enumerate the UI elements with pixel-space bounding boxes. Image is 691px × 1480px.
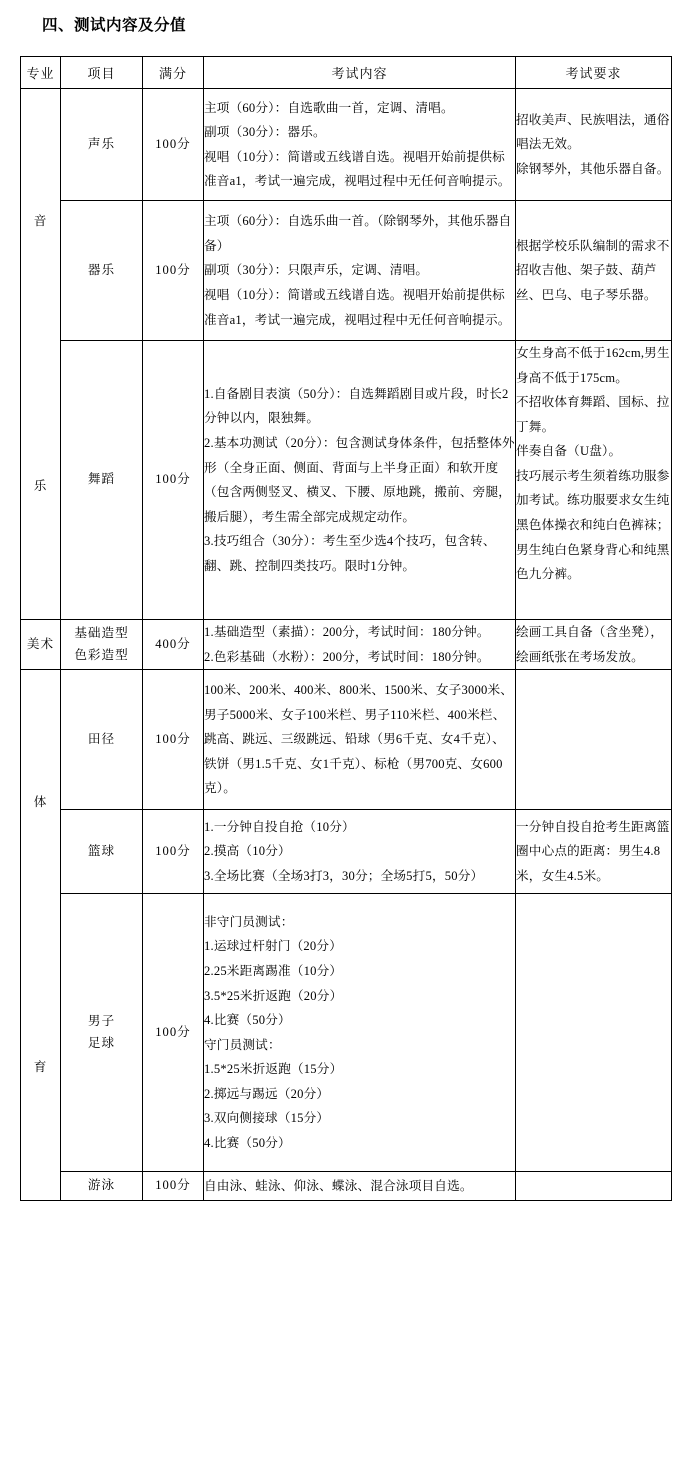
content-line: 视唱（10分）：简谱或五线谱自选。视唱开始前提供标准音a1，考试一遍完成，视唱过程中无任何音响提示。	[204, 287, 511, 327]
content-cell-track-and-field	[204, 670, 516, 810]
content-line: 4.比赛（50分）	[204, 1135, 291, 1150]
content-line: 4.比赛（50分）	[204, 1013, 291, 1028]
major-char-1: 音	[33, 213, 48, 228]
content-line: 2.25米距离踢准（10分）	[204, 963, 343, 978]
header-score: 满分	[143, 57, 204, 89]
requirement-line: 招收美声、民族唱法，通俗唱法无效。	[516, 112, 670, 152]
score-cell-dance: 100分	[143, 341, 204, 620]
content-line: 主项（60分）：自选歌曲一首，定调、清唱。	[204, 100, 454, 115]
content-line: 1.自备剧目表演（50分）：自选舞蹈剧目或片段，时长2分钟以内，限独舞。	[204, 386, 509, 426]
score-cell-mens-football: 100分	[143, 894, 204, 1172]
requirement-line: 伴奏自备（U盘）。	[516, 444, 622, 459]
requirement-cell-swimming	[516, 1172, 672, 1201]
item-cell-dance: 舞蹈	[61, 341, 143, 620]
exam-content-table	[20, 56, 672, 1201]
requirement-line: 一分钟自投自抢考生距离篮圈中心点的距离：男生4.8米，女生4.5米。	[516, 819, 670, 883]
table-row	[21, 201, 672, 341]
requirement-cell-mens-football	[516, 894, 672, 1172]
requirement-line: 不招收体育舞蹈、国标、拉丁舞。	[516, 395, 670, 434]
requirement-cell-dance	[516, 341, 672, 620]
table-header-row	[21, 57, 672, 89]
content-line: 2.色彩基础（水粉）：200分，考试时间：180分钟。	[204, 649, 490, 664]
major-char-1: 体	[33, 795, 48, 810]
requirement-line: 技巧展示考生须着练功服参加考试。练功服要求女生纯黑色体操衣和纯白色裤袜；男生纯白色紧身背心和纯黑色九分裤。	[516, 468, 670, 582]
item-cell-basketball: 篮球	[61, 809, 143, 893]
item-cell-track-and-field: 田径	[61, 670, 143, 810]
content-line: 视唱（10分）：简谱或五线谱自选。视唱开始前提供标准音a1，考试一遍完成，视唱过程中无任何音响提示。	[204, 149, 511, 189]
requirement-cell-vocal	[516, 89, 672, 201]
requirement-cell-basketball	[516, 809, 672, 893]
content-line: 3.5*25米折返跑（20分）	[204, 988, 343, 1003]
content-line: 副项（30分）：器乐。	[204, 125, 326, 140]
requirement-line: 女生身高不低于162cm,男生身高不低于175cm。	[516, 346, 670, 385]
score-cell-basketball: 100分	[143, 809, 204, 893]
major-cell-physical-education	[21, 670, 61, 1201]
requirement-cell-track-and-field	[516, 670, 672, 810]
table-row	[21, 620, 672, 670]
content-line: 2.摸高（10分）	[204, 844, 291, 859]
table-row	[21, 1172, 672, 1201]
content-line: 1.一分钟自投自抢（10分）	[204, 819, 355, 834]
item-cell-swimming: 游泳	[61, 1172, 143, 1201]
content-line: 3.全场比赛（全场3打3，30分；全场5打5，50分）	[204, 868, 484, 883]
content-cell-swimming	[204, 1172, 516, 1201]
content-line: 1.5*25米折返跑（15分）	[204, 1062, 343, 1077]
content-line: 100米、200米、400米、800米、1500米、女子3000米、男子5000米、女子100米栏、男子110米栏、400米栏、跳高、跳远、三级跳远、铅球（男6千克、女4千克）、铁饼（男1.5千克、女1千克）、标枪（男700克、女600克）。	[204, 683, 514, 796]
item-cell-mens-football	[61, 894, 143, 1172]
content-line: 副项（30分）：只限声乐，定调、清唱。	[204, 263, 429, 278]
content-line: 2.基本功测试（20分）：包含测试身体条件，包括整体外形（全身正面、侧面、背面与上半身正面）和软开度（包含两侧竖叉、横叉、下腰、原地跳，搬前、旁腿，搬后腿），考生需全部完成规定动作。	[204, 435, 515, 524]
content-cell-dance	[204, 341, 516, 620]
item-cell-vocal: 声乐	[61, 89, 143, 201]
item-line: 男子	[87, 1014, 116, 1029]
item-line: 足球	[87, 1035, 116, 1050]
requirement-line: 根据学校乐队编制的需求不招收吉他、架子鼓、葫芦丝、巴乌、电子琴乐器。	[516, 238, 670, 302]
content-line: 主项（60分）：自选乐曲一首。（除钢琴外，其他乐器自备）	[204, 214, 512, 253]
content-line: 守门员测试：	[204, 1037, 281, 1052]
content-line: 2.掷远与踢远（20分）	[204, 1086, 330, 1101]
major-char-2: 育	[33, 1060, 48, 1075]
score-cell-swimming: 100分	[143, 1172, 204, 1201]
score-cell-vocal: 100分	[143, 89, 204, 201]
requirement-line: 除钢琴外，其他乐器自备。	[516, 161, 670, 176]
item-line: 基础造型	[74, 626, 129, 641]
content-line: 非守门员测试：	[204, 914, 294, 929]
page-title: 四、测试内容及分值	[42, 17, 187, 34]
score-cell-track-and-field: 100分	[143, 670, 204, 810]
score-cell-instrumental: 100分	[143, 201, 204, 341]
content-cell-instrumental	[204, 201, 516, 341]
score-cell-fine-arts: 400分	[143, 620, 204, 670]
header-content: 考试内容	[204, 57, 516, 89]
major-cell-fine-arts: 美术	[21, 620, 61, 670]
content-cell-mens-football	[204, 894, 516, 1172]
table-row	[21, 894, 672, 1172]
content-line: 1.基础造型（素描）：200分，考试时间：180分钟。	[204, 625, 490, 639]
table-row	[21, 89, 672, 201]
content-cell-vocal	[204, 89, 516, 201]
major-cell-music	[21, 89, 61, 620]
content-cell-basketball	[204, 809, 516, 893]
major-char-2: 乐	[33, 478, 48, 493]
requirement-cell-fine-arts	[516, 620, 672, 670]
header-major: 专业	[21, 57, 61, 89]
header-requirement: 考试要求	[516, 57, 672, 89]
table-row	[21, 670, 672, 810]
content-cell-fine-arts	[204, 620, 516, 670]
content-line: 3.双向侧接球（15分）	[204, 1111, 330, 1126]
content-line: 自由泳、蛙泳、仰泳、蝶泳、混合泳项目自选。	[204, 1178, 473, 1193]
item-cell-instrumental: 器乐	[61, 201, 143, 341]
header-item: 项目	[61, 57, 143, 89]
content-line: 3.技巧组合（30分）：考生至少选4个技巧，包含转、翻、跳、控制四类技巧。限时1分钟。	[204, 534, 496, 573]
content-line: 1.运球过杆射门（20分）	[204, 939, 342, 954]
table-row	[21, 809, 672, 893]
item-line: 色彩造型	[74, 647, 129, 662]
item-cell-fine-arts	[61, 620, 143, 670]
requirement-cell-instrumental	[516, 201, 672, 341]
requirement-line: 绘画工具自备（含坐凳），绘画纸张在考场发放。	[516, 625, 664, 664]
table-row	[21, 341, 672, 620]
